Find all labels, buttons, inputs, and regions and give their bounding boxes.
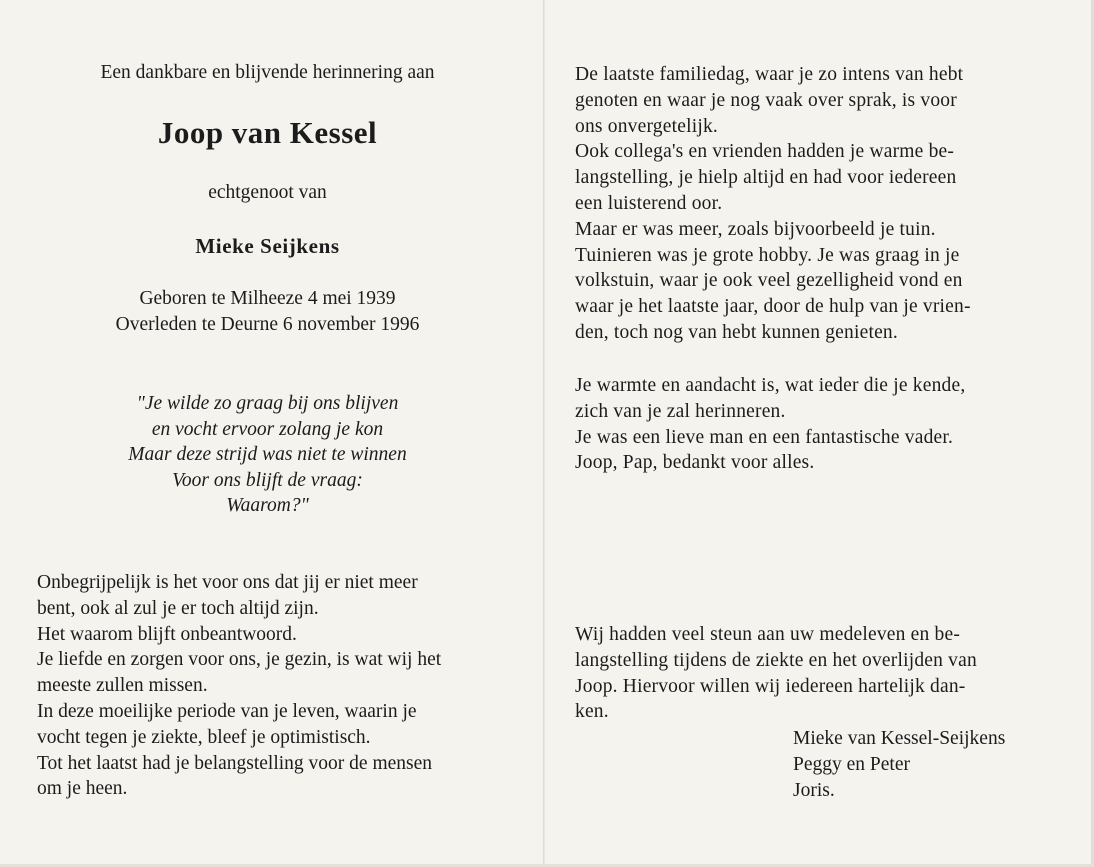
warmth-line: Joop, Pap, bedankt voor alles. [575, 452, 815, 474]
warmth-line: Je was een lieve man en een fantastische vader. [575, 426, 954, 448]
intro-line: Een dankbare en blijvende herinnering aan [100, 62, 435, 83]
memories-line: Ook collega's en vrienden hadden je warme be- [575, 141, 955, 163]
thanks-line: Wij hadden veel steun aan uw medeleven en be- [575, 624, 961, 645]
card-fold [543, 0, 545, 867]
poem-line: Maar deze strijd was niet te winnen [128, 444, 407, 465]
signature-line: Peggy en Peter [793, 754, 910, 775]
birth-line: Geboren te Milheeze 4 mei 1939 [139, 288, 396, 309]
tribute-line: bent, ook al zul je er toch altijd zijn. [37, 597, 319, 619]
tribute-line: om je heen. [37, 778, 128, 800]
warmth-line: Je warmte en aandacht is, wat ieder die je kende, [575, 375, 966, 396]
spouse-name: Mieke Seijkens [195, 234, 340, 258]
thanks-line: ken. [575, 701, 609, 723]
tribute-line: Onbegrijpelijk is het voor ons dat jij er niet meer [37, 572, 418, 593]
memories-line: volkstuin, waar je ook veel gezelligheid vond en [575, 270, 963, 292]
poem-line: "Je wilde zo graag bij ons blijven [136, 393, 399, 414]
poem-line: Waarom?" [226, 495, 309, 516]
memories-line: een luisterend oor. [575, 192, 723, 214]
spouse-label: echtgenoot van [208, 182, 327, 203]
death-line: Overleden te Deurne 6 november 1996 [115, 314, 420, 335]
tribute-line: meeste zullen missen. [37, 675, 208, 697]
tribute-paragraph [37, 570, 507, 802]
poem-line: Voor ons blijft de vraag: [172, 469, 363, 491]
tribute-line: vocht tegen je ziekte, bleef je optimistisch. [37, 726, 371, 748]
thanks-line: langstelling tijdens de ziekte en het overlijden van [575, 649, 977, 671]
memories-line: langstelling, je hielp altijd en had voor iedereen [575, 167, 957, 189]
memories-line: De laatste familiedag, waar je zo intens van hebt [575, 64, 964, 85]
signatures [793, 726, 1073, 804]
poem-line: en vocht ervoor zolang je kon [151, 418, 384, 440]
tribute-line: In deze moeilijke periode van je leven, waarin je [37, 700, 417, 722]
thanks-line: Joop. Hiervoor willen wij iedereen hartelijk dan- [575, 675, 966, 697]
warmth-line: zich van je zal herinneren. [575, 400, 786, 422]
memories-line: ons onvergetelijk. [575, 115, 718, 137]
memories-line: genoten en waar je nog vaak over sprak, is voor [575, 89, 957, 111]
memories-line: waar je het laatste jaar, door de hulp van je vrien- [575, 296, 971, 318]
memories-line: Maar er was meer, zoals bijvoorbeeld je tuin. [575, 218, 936, 240]
tribute-line: Tot het laatst had je belangstelling voor de mensen [37, 752, 433, 774]
memories-line: Tuinieren was je grote hobby. Je was graag in je [575, 244, 960, 266]
signature-line: Joris. [793, 780, 835, 801]
tribute-line: Het waarom blijft onbeantwoord. [37, 623, 297, 645]
signature-line: Mieke van Kessel-Seijkens [793, 728, 1006, 749]
deceased-name: Joop van Kessel [157, 115, 378, 150]
tribute-line: Je liefde en zorgen voor ons, je gezin, is wat wij het [37, 649, 442, 671]
thanks-paragraph [575, 622, 1047, 725]
memories-paragraph [575, 62, 1045, 346]
warmth-paragraph [575, 373, 1045, 476]
memories-line: den, toch nog van hebt kunnen genieten. [575, 321, 898, 343]
poem [40, 391, 495, 519]
life-dates [40, 286, 495, 338]
